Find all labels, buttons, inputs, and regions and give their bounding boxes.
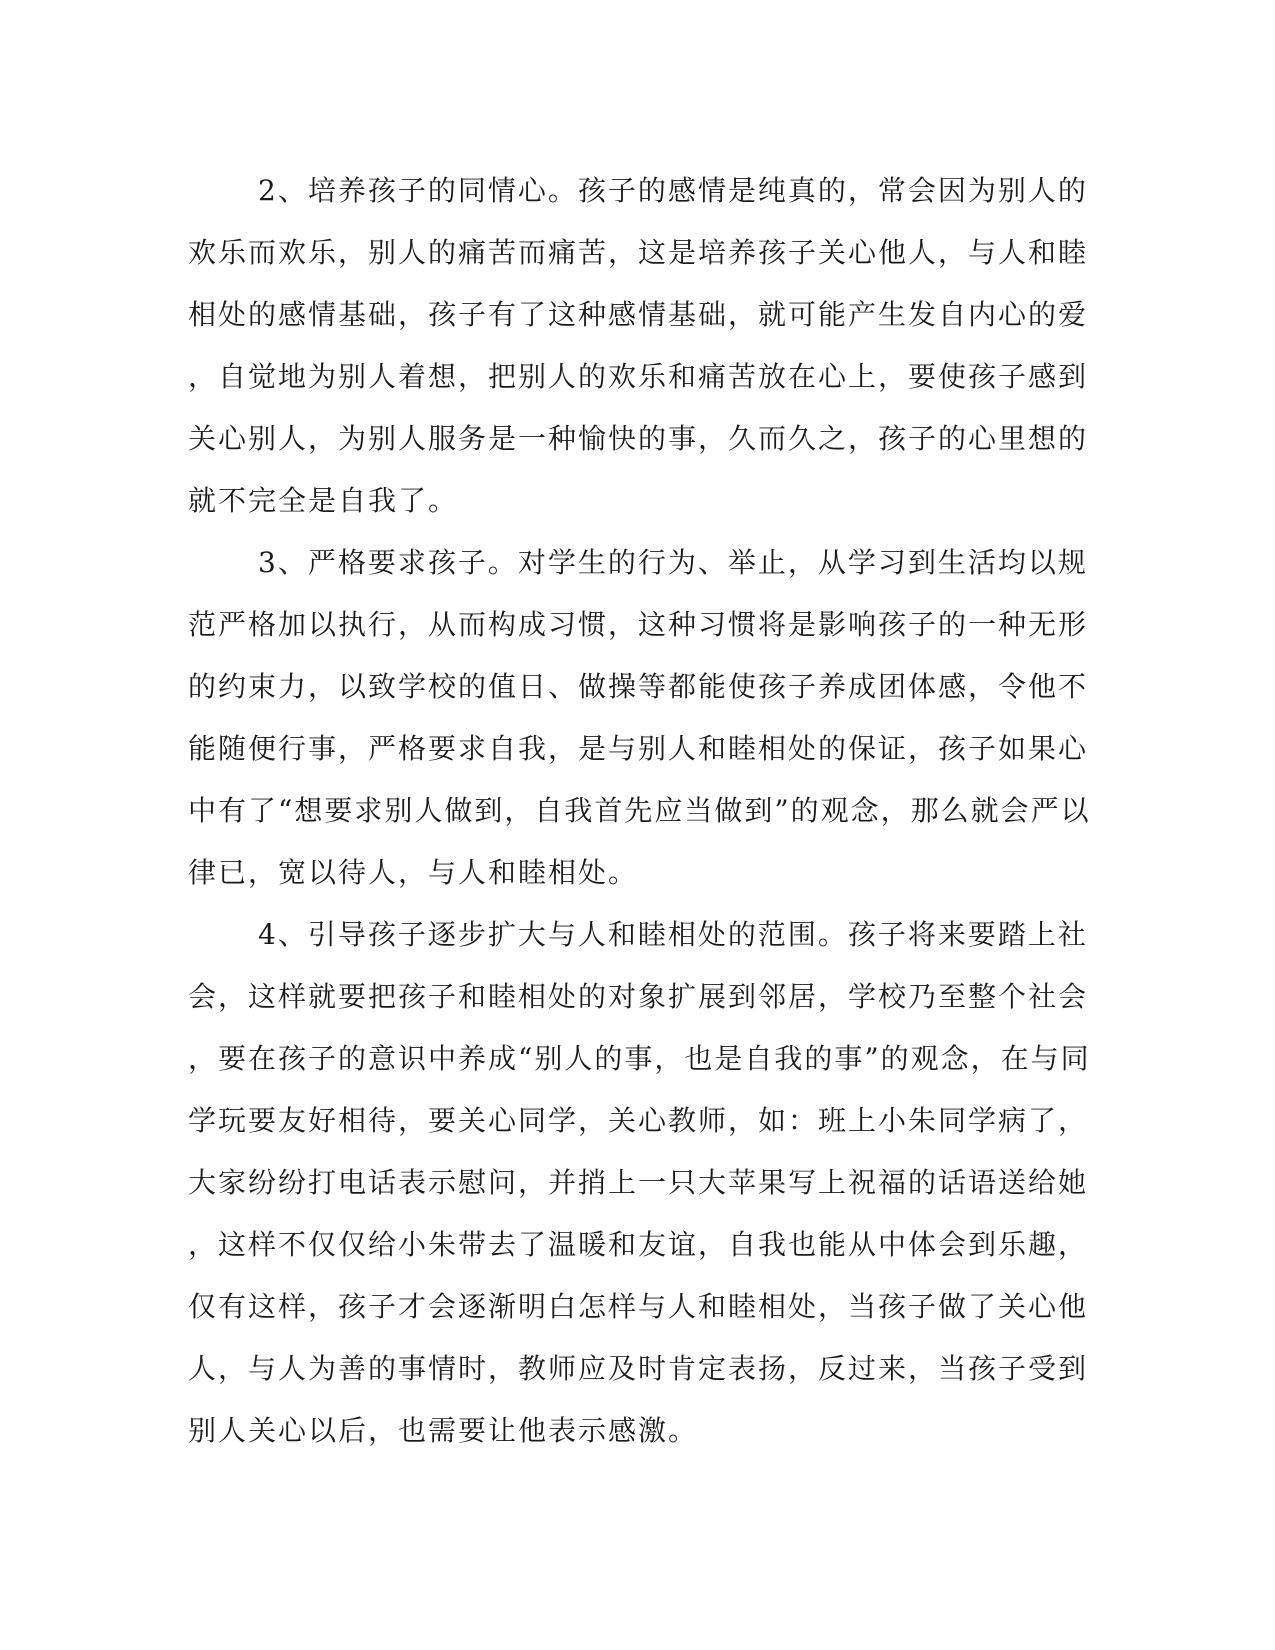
text-line: ，这样不仅仅给小朱带去了温暖和友谊，自我也能从中体会到乐趣， xyxy=(188,1228,1089,1261)
text-line: 别人关心以后，也需要让他表示感激。 xyxy=(188,1414,699,1447)
text-line: 会，这样就要把孩子和睦相处的对象扩展到邻居，学校乃至整个社会 xyxy=(188,980,1089,1013)
document-body xyxy=(188,160,1091,1462)
paragraph-3 xyxy=(188,532,1091,904)
text-line: ，要在孩子的意识中养成“别人的事，也是自我的事”的观念，在与同 xyxy=(188,1042,1091,1075)
text-line: 的约束力，以致学校的值日、做操等都能使孩子养成团体感，令他不 xyxy=(188,670,1089,703)
paragraph-2 xyxy=(188,160,1089,532)
text-line: 范严格加以执行，从而构成习惯，这种习惯将是影响孩子的一种无形 xyxy=(188,608,1089,641)
text-line: 2、培养孩子的同情心。孩子的感情是纯真的，常会因为别人的 xyxy=(258,174,1088,207)
text-line: 4、引导孩子逐步扩大与人和睦相处的范围。孩子将来要踏上社 xyxy=(258,918,1088,951)
text-line: 律已，宽以待人，与人和睦相处。 xyxy=(188,856,639,889)
text-line: 能随便行事，严格要求自我，是与别人和睦相处的保证，孩子如果心 xyxy=(188,732,1089,765)
text-line: 欢乐而欢乐，别人的痛苦而痛苦，这是培养孩子关心他人，与人和睦 xyxy=(188,236,1089,269)
text-line: 就不完全是自我了。 xyxy=(188,484,459,517)
text-line: 仅有这样，孩子才会逐渐明白怎样与人和睦相处，当孩子做了关心他 xyxy=(188,1290,1089,1323)
text-line: 3、严格要求孩子。对学生的行为、举止，从学习到生活均以规 xyxy=(258,546,1088,579)
text-line: 学玩要友好相待，要关心同学，关心教师，如：班上小朱同学病了， xyxy=(188,1104,1089,1137)
text-line: 中有了“想要求别人做到，自我首先应当做到”的观念，那么就会严以 xyxy=(188,794,1091,827)
text-line: 大家纷纷打电话表示慰问，并捎上一只大苹果写上祝福的话语送给她 xyxy=(188,1166,1089,1199)
text-line: 人，与人为善的事情时，教师应及时肯定表扬，反过来，当孩子受到 xyxy=(188,1352,1089,1385)
text-line: 相处的感情基础，孩子有了这种感情基础，就可能产生发自内心的爱 xyxy=(188,298,1089,331)
paragraph-4 xyxy=(188,904,1091,1462)
text-line: 关心别人，为别人服务是一种愉快的事，久而久之，孩子的心里想的 xyxy=(188,422,1089,455)
text-line: ，自觉地为别人着想，把别人的欢乐和痛苦放在心上，要使孩子感到 xyxy=(188,360,1089,393)
